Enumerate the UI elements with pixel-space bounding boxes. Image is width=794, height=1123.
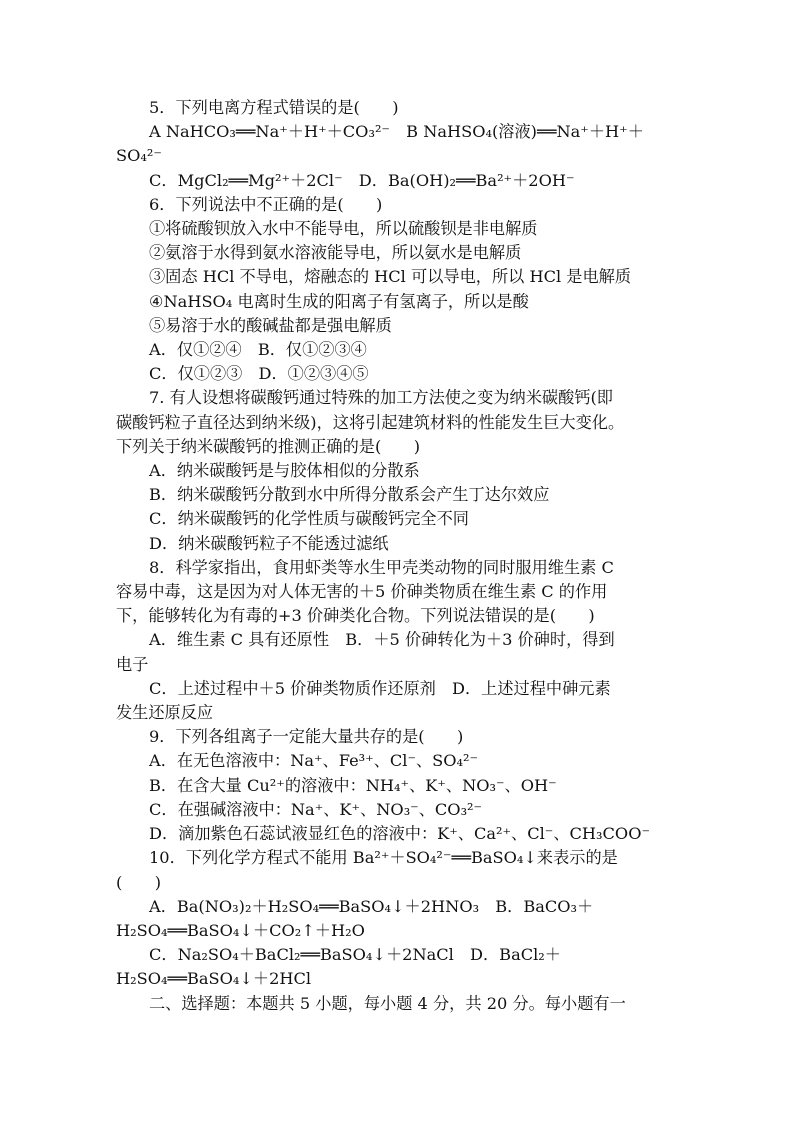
text-line: C．上述过程中＋5 价砷类物质作还原剂 D．上述过程中砷元素 [149, 678, 611, 698]
text-line: 电子 [116, 654, 149, 674]
text-line: D．滴加紫色石蕊试液显红色的溶液中：K⁺、Ca²⁺、Cl⁻、CH₃COO⁻ [149, 824, 651, 844]
text-line: C．纳米碳酸钙的化学性质与碳酸钙完全不同 [149, 509, 469, 529]
text-line: 二、选择题：本题共 5 小题，每小题 4 分，共 20 分。每小题有一 [149, 993, 626, 1013]
text-line: C．Na₂SO₄＋BaCl₂══BaSO₄↓＋2NaCl D．BaCl₂＋ [149, 945, 561, 965]
text-line: ①将硫酸钡放入水中不能导电，所以硫酸钡是非电解质 [149, 219, 538, 239]
text-line: A．仅①②④ B．仅①②③④ [149, 340, 367, 360]
text-line: 碳酸钙粒子直径达到纳米级)，这将引起建筑材料的性能发生巨大变化。 [116, 412, 625, 432]
text-line: 7. 有人设想将碳酸钙通过特殊的加工方法使之变为纳米碳酸钙(即 [149, 388, 613, 408]
text-line: B．纳米碳酸钙分散到水中所得分散系会产生丁达尔效应 [149, 485, 550, 505]
text-line: ⑤易溶于水的酸碱盐都是强电解质 [149, 315, 392, 335]
text-line: ③固态 HCl 不导电，熔融态的 HCl 可以导电，所以 HCl 是电解质 [149, 267, 632, 287]
text-line: A．纳米碳酸钙是与胶体相似的分散系 [149, 461, 420, 481]
text-line: C．在强碱溶液中：Na⁺、K⁺、NO₃⁻、CO₃²⁻ [149, 799, 483, 819]
text-line: C．仅①②③ D．①②③④⑤ [149, 364, 369, 384]
text-line: 5．下列电离方程式错误的是( ) [149, 98, 399, 117]
text-line: 10．下列化学方程式不能用 Ba²⁺＋SO₄²⁻══BaSO₄↓来表示的是 [149, 848, 618, 868]
text-line: SO₄²⁻ [116, 146, 162, 166]
text-line: ②氨溶于水得到氨水溶液能导电，所以氨水是电解质 [149, 243, 522, 263]
text-line: ( ) [116, 872, 162, 892]
text-line: 6．下列说法中不正确的是( ) [149, 194, 383, 214]
text-line: ④NaHSO₄ 电离时生成的阳离子有氢离子，所以是酸 [149, 291, 529, 311]
text-line: 容易中毒，这是因为对人体无害的＋5 价砷类物质在维生素 C 的作用 [116, 582, 608, 602]
text-line: 9．下列各组离子一定能大量共存的是( ) [149, 727, 464, 747]
text-line: A．Ba(NO₃)₂＋H₂SO₄══BaSO₄↓＋2HNO₃ B．BaCO₃＋ [149, 896, 594, 916]
text-line: H₂SO₄══BaSO₄↓＋2HCl [116, 969, 312, 989]
text-line: C．MgCl₂══Mg²⁺＋2Cl⁻ D．Ba(OH)₂══Ba²⁺＋2OH⁻ [149, 170, 575, 190]
text-line: H₂SO₄══BaSO₄↓＋CO₂↑＋H₂O [116, 920, 365, 940]
text-line: 8．科学家指出，食用虾类等水生甲壳类动物的同时服用维生素 C [149, 557, 614, 577]
question-text-block [116, 96, 682, 1016]
text-line: 发生还原反应 [116, 703, 214, 723]
text-line: 下，能够转化为有毒的+3 价砷类化合物。下列说法错误的是( ) [116, 606, 595, 626]
text-line: A NaHCO₃══Na⁺＋H⁺＋CO₃²⁻ B NaHSO₄(溶液)══Na⁺＋H⁺＋ [149, 122, 644, 142]
text-line: B．在含大量 Cu²⁺的溶液中：NH₄⁺、K⁺、NO₃⁻、OH⁻ [149, 775, 557, 795]
text-line: A．在无色溶液中：Na⁺、Fe³⁺、Cl⁻、SO₄²⁻ [149, 751, 479, 771]
text-line: 下列关于纳米碳酸钙的推测正确的是( ) [116, 436, 421, 456]
text-line: D．纳米碳酸钙粒子不能透过滤纸 [149, 533, 389, 553]
text-line: A．维生素 C 具有还原性 B．＋5 价砷转化为＋3 价砷时，得到 [149, 630, 615, 650]
